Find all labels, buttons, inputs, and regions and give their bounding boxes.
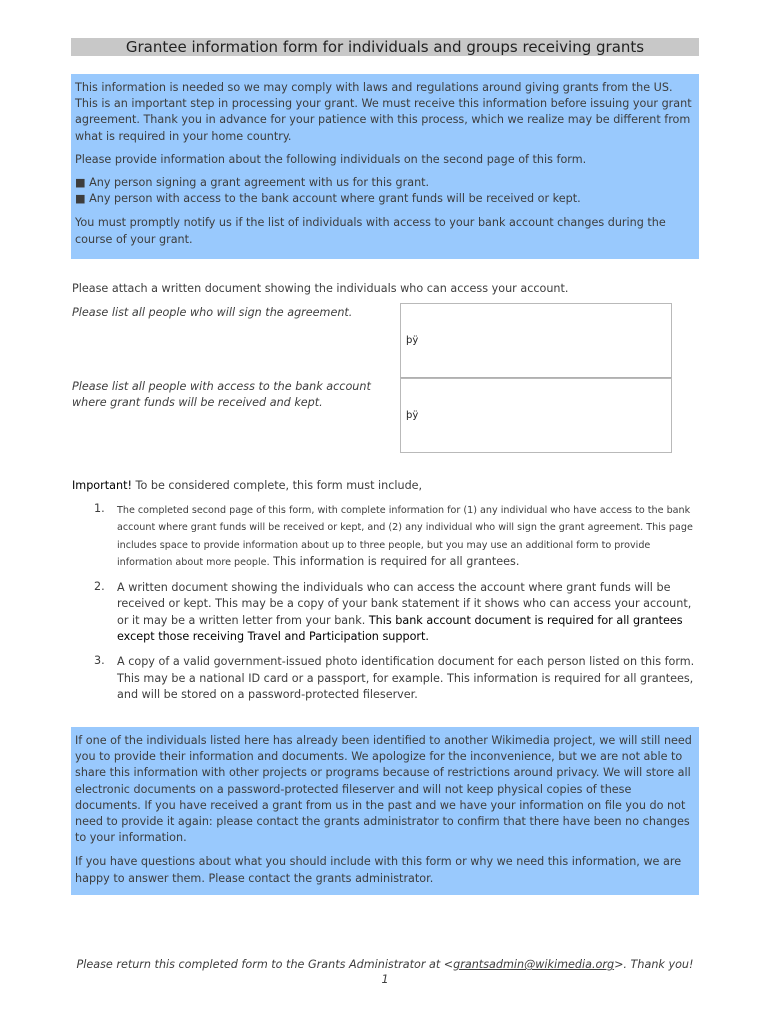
bullet-square-icon: ■ [75,176,86,190]
important-notice [72,479,422,492]
bank-access-field[interactable] [400,378,672,453]
bullet-text: Any person with access to the bank account where grant funds will be received or kept. [89,192,581,206]
list-item-emphasis: This bank account document is required for all grantees except those receiving Travel and Participation support. [117,613,683,644]
intro-info-box [71,74,699,259]
important-lead: Important! [72,479,132,492]
bank-access-question-label: Please list all people with access to the bank account where grant funds will be received and kept. [72,380,371,410]
signers-question-label: Please list all people who will sign the agreement. [72,306,353,319]
list-item-number: 2. [94,580,105,594]
list-item-body: A written document showing the individuals who can access the account where grant funds will be received or kept. This may be a copy of your bank statement if it shows who can access your account, or it may be a written letter from your bank. [117,581,692,627]
signers-field-value: þÿ [406,335,419,346]
signers-field[interactable] [400,303,672,378]
grants-admin-email-link[interactable]: grantsadmin@wikimedia.org [453,958,615,971]
intro-paragraph-3: You must promptly notify us if the list of individuals with access to your bank account changes during the course of your grant. [75,216,666,246]
list-item-required-note: This information is required for all grantees. [269,554,520,568]
intro-paragraph-2: Please provide information about the following individuals on the second page of this form. [75,152,587,166]
list-item-number: 3. [94,654,105,668]
list-item-small-text: The completed second page of this form, with complete information for (1) any individual who have access to the bank account where grant funds will be received or kept, and (2) any individual who will sign the grant agreement. This page includes space to provide information about up to three people, but you may use an additional form to provide information about more people. [117,505,693,568]
list-item-number: 1. [94,502,105,515]
bullet-square-icon: ■ [75,192,86,206]
page-number: 1 [381,972,389,986]
list-item-text: A copy of a valid government-issued photo identification document for each person listed on this form. This may be a national ID card or a passport, for example. This information is required for all grantees, and will be stored on a password-protected fileserver. [117,655,695,701]
bank-access-field-value: þÿ [406,410,419,421]
footer-text-before: Please return this completed form to the Grants Administrator at < [76,958,454,971]
list-item [72,580,700,645]
footer-text-after: >. Thank you! [614,958,694,971]
page-footer [0,958,770,987]
list-item [72,654,700,703]
return-instruction [0,958,770,973]
list-item-text [117,502,700,571]
notice-paragraph-2: If you have questions about what you should include with this form or why we need this information, we are happy to answer them. Please contact the grants administrator. [75,855,682,885]
page-title: Grantee information form for individuals and groups receiving grants [71,38,699,56]
list-item-text [117,580,700,645]
list-item [72,502,700,571]
privacy-info-box [71,727,699,895]
notice-paragraph-1: If one of the individuals listed here has already been identified to another Wikimedia project, we will still need you to provide their information and documents. We apologize for the inconvenience, but we are not able to share this information with other projects or programs because of restrictions around privacy. We will store all electronic documents on a password-protected fileserver and will not keep physical copies of these documents. If you have received a grant from us in the past and we have your information on file you do not need to provide it again: please contact the grants administrator to confirm that there have been no changes to your information. [75,734,692,845]
important-rest: To be considered complete, this form must include, [131,479,423,492]
bullet-text: Any person signing a grant agreement with us for this grant. [89,176,430,190]
intro-paragraph-1: This information is needed so we may comply with laws and regulations around giving grants from the US. This is an important step in processing your grant. We must receive this information before issuing your grant agreement. Thank you in advance for your patience with this process, which we realize may be different from what is required in your home country. [75,81,692,143]
requirements-list [72,502,700,712]
bullet-item-bank-access [75,191,695,207]
bullet-item-signer [75,175,695,191]
attach-instruction: Please attach a written document showing the individuals who can access your account. [72,282,569,295]
